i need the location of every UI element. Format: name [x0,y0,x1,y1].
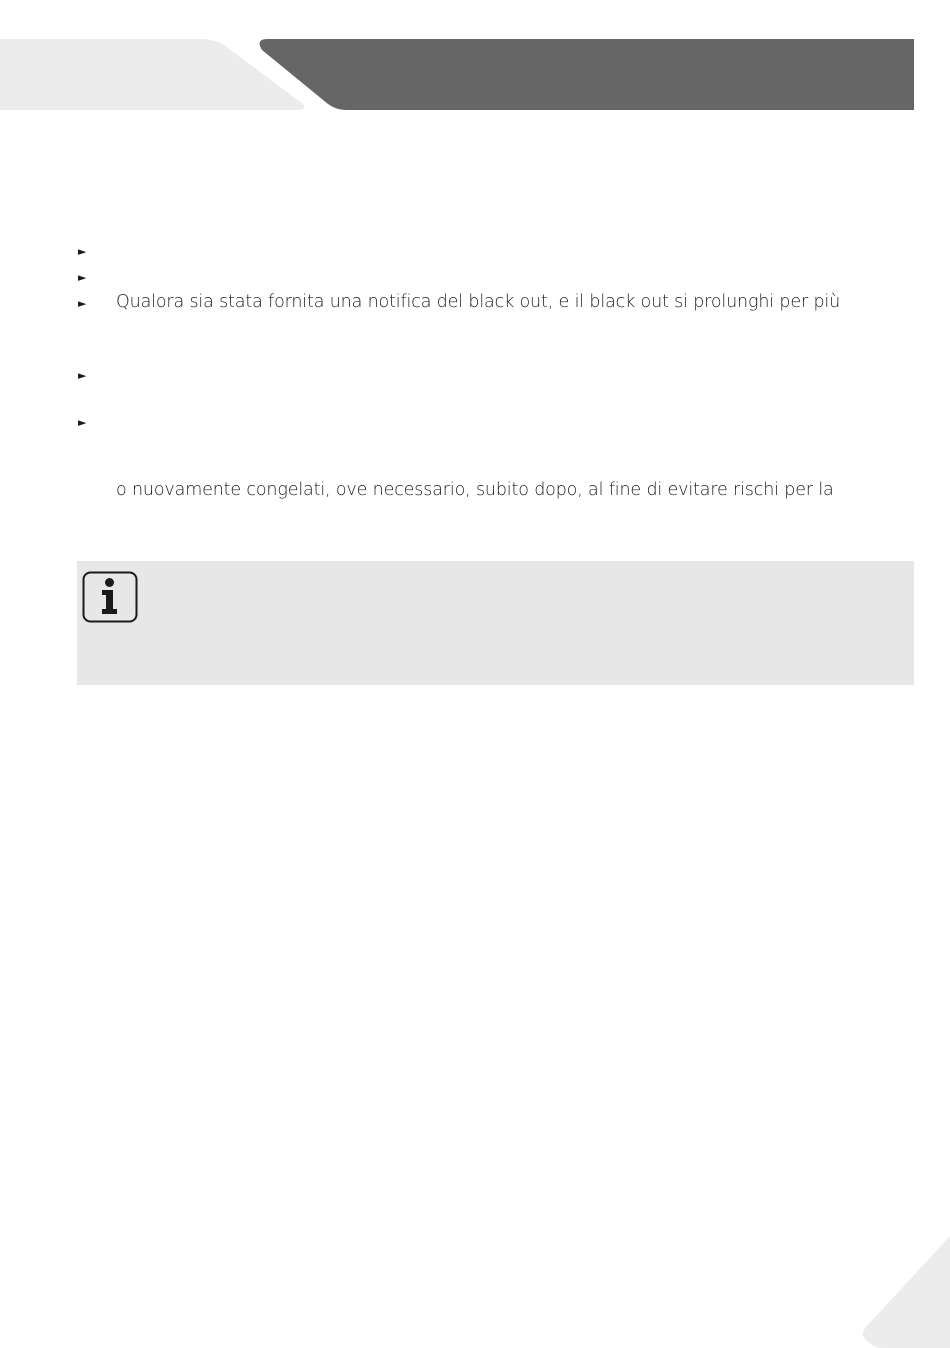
blackout-notice-text: Qualora sia stata fornita una notifica del black out, e il black out si prolunghi per più [116,292,841,312]
bullet-marker: ► [78,271,87,284]
refreeze-notice-text: o nuovamente congelati, ove necessario, subito dopo, al fine di evitare rischi per la [116,480,834,500]
info-note-box [77,561,914,685]
header-band [0,0,950,115]
bullet-marker: ► [78,416,87,429]
bullet-marker: ► [78,245,87,258]
header-light-tab [0,39,304,110]
header-dark-tab [260,39,914,110]
bullet-marker: ► [78,297,87,310]
info-icon [82,571,139,624]
bullet-marker: ► [78,369,87,382]
page-corner-tab [860,1228,950,1348]
